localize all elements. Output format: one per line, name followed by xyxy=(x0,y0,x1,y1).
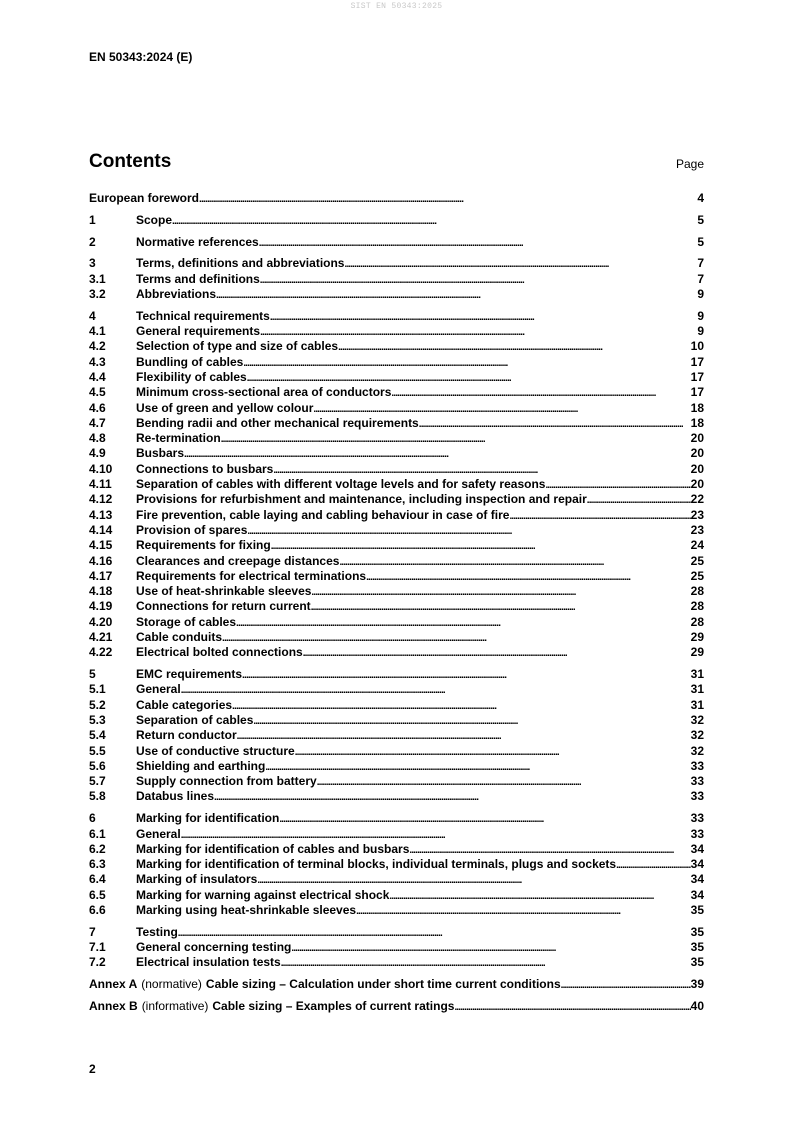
toc-leader-dots xyxy=(391,385,690,401)
toc-entry[interactable] xyxy=(89,645,704,660)
toc-entry-number: 6.3 xyxy=(89,857,106,872)
toc-entry-page: 28 xyxy=(690,614,704,629)
toc-annex-entry[interactable] xyxy=(89,977,704,992)
toc-leader-dots xyxy=(356,903,691,919)
toc-entry-page: 32 xyxy=(690,728,704,743)
toc-entry-page: 17 xyxy=(690,385,704,400)
toc-entry-title: Cable categories xyxy=(136,697,233,712)
toc-entry-page: 9 xyxy=(697,286,704,301)
toc-entry[interactable] xyxy=(89,827,704,842)
toc-entry-page: 20 xyxy=(690,446,704,461)
toc-entry-number: 3.2 xyxy=(89,286,106,301)
toc-entry-number: 7 xyxy=(89,924,96,939)
toc-entry[interactable] xyxy=(89,446,704,461)
toc-entry[interactable] xyxy=(89,682,704,697)
toc-leader-dots xyxy=(253,713,690,729)
toc-entry-number: 6.2 xyxy=(89,841,106,856)
toc-entry-page: 5 xyxy=(697,212,704,227)
toc-entry-title: Cable conduits xyxy=(136,630,223,645)
toc-entry-page: 40 xyxy=(690,999,704,1014)
toc-entry-title: Busbars xyxy=(136,446,185,461)
toc-entry-title: Terms, definitions and abbreviations xyxy=(136,256,345,271)
toc-annex-entry[interactable] xyxy=(89,999,704,1014)
toc-entry-title: General xyxy=(136,826,181,841)
toc-entry-page: 35 xyxy=(690,940,704,955)
toc-entry-title: Databus lines xyxy=(136,789,215,804)
toc-leader-dots xyxy=(247,370,691,386)
toc-annex-group xyxy=(89,999,704,1014)
toc-entry[interactable] xyxy=(89,789,704,804)
toc-leader-dots xyxy=(216,287,697,303)
toc-entry-number: 5.1 xyxy=(89,682,106,697)
annex-qualifier: (informative) xyxy=(141,999,209,1014)
toc-entry-number: 5.6 xyxy=(89,758,106,773)
toc-entry[interactable] xyxy=(89,615,704,630)
annex-label: Annex B xyxy=(89,999,138,1014)
toc-entry-page: 9 xyxy=(697,308,704,323)
toc-entry-page: 34 xyxy=(690,872,704,887)
toc-entry[interactable] xyxy=(89,272,704,287)
toc-entry-page: 18 xyxy=(690,400,704,415)
toc-entry-page: 33 xyxy=(690,758,704,773)
toc-entry-page: 33 xyxy=(690,774,704,789)
toc-entry[interactable] xyxy=(89,324,704,339)
toc-entry-title: Supply connection from battery xyxy=(136,774,317,789)
toc-leader-dots xyxy=(265,759,690,775)
toc-entry-title: European foreword xyxy=(89,191,200,205)
toc-entry-title: Return conductor xyxy=(136,728,237,743)
toc-entry-title: Storage of cables xyxy=(136,614,237,629)
toc-entry[interactable] xyxy=(89,492,704,507)
toc-entry-page: 39 xyxy=(690,977,704,992)
toc-entry-title: Requirements for fixing xyxy=(136,538,271,553)
toc-leader-dots xyxy=(232,698,691,714)
toc-entry-number: 4.16 xyxy=(89,553,113,568)
toc-entry-title: Marking of insulators xyxy=(136,872,258,887)
toc-entry-number: 5.7 xyxy=(89,774,106,789)
toc-entry-title: Connections to busbars xyxy=(136,461,274,476)
toc-leader-dots xyxy=(313,401,690,417)
toc-entry[interactable] xyxy=(89,759,704,774)
toc-entry[interactable] xyxy=(89,355,704,370)
toc-section-group xyxy=(89,309,704,661)
toc-leader-dots xyxy=(181,682,691,698)
toc-entry-title: Flexibility of cables xyxy=(136,369,247,384)
toc-entry-page: 29 xyxy=(690,630,704,645)
toc-entry-title: Minimum cross-sectional area of conductors xyxy=(136,385,392,400)
toc-entry[interactable] xyxy=(89,235,704,250)
toc-section-group xyxy=(89,667,704,805)
toc-entry-number: 4.11 xyxy=(89,477,112,492)
toc-section-group xyxy=(89,235,704,250)
toc-leader-dots xyxy=(260,324,697,340)
toc-entry-number: 5.8 xyxy=(89,789,106,804)
toc-section-group xyxy=(89,191,704,206)
toc-leader-dots xyxy=(545,477,690,493)
toc-entry-title: Use of conductive structure xyxy=(136,743,295,758)
toc-entry-page: 31 xyxy=(690,667,704,682)
toc-entry-number: 4.22 xyxy=(89,645,113,660)
toc-entry-page: 35 xyxy=(690,955,704,970)
toc-entry-page: 32 xyxy=(690,743,704,758)
toc-entry-number: 4.14 xyxy=(89,522,113,537)
toc-leader-dots xyxy=(243,355,690,371)
toc-entry[interactable] xyxy=(89,309,704,324)
toc-entry-page: 7 xyxy=(697,256,704,271)
table-of-contents xyxy=(89,191,704,1021)
toc-entry-title: Testing xyxy=(136,924,178,939)
toc-entry-page: 18 xyxy=(690,415,704,430)
toc-entry-title: Requirements for electrical terminations xyxy=(136,568,367,583)
document-id: EN 50343:2024 (E) xyxy=(89,50,193,64)
toc-entry-title: Electrical insulation tests xyxy=(136,955,281,970)
toc-entry-number: 7.2 xyxy=(89,955,106,970)
annex-title: Cable sizing – Examples of current ratings xyxy=(212,999,455,1014)
toc-entry-title: Technical requirements xyxy=(136,308,270,323)
toc-entry[interactable] xyxy=(89,857,704,872)
page-number: 2 xyxy=(89,1062,96,1076)
toc-leader-dots xyxy=(419,416,691,432)
toc-leader-dots xyxy=(222,630,691,646)
toc-entry-title: Separation of cables xyxy=(136,713,254,727)
toc-entry-title: Marking for warning against electrical shock xyxy=(136,887,390,902)
toc-entry-number: 4.13 xyxy=(89,507,113,522)
toc-entry-title: Shielding and earthing xyxy=(136,758,266,773)
toc-entry-page: 5 xyxy=(697,234,704,249)
toc-entry[interactable] xyxy=(89,462,704,477)
toc-entry-title: Re-termination xyxy=(136,431,221,446)
toc-entry[interactable] xyxy=(89,728,704,743)
toc-entry-title: Marking using heat-shrinkable sleeves xyxy=(136,903,357,918)
toc-entry-page: 33 xyxy=(690,826,704,841)
toc-entry-title: Provisions for refurbishment and maintenance, including inspection and repair xyxy=(136,492,587,507)
toc-entry[interactable] xyxy=(89,774,704,789)
toc-leader-dots xyxy=(291,940,690,956)
toc-entry-number: 4.18 xyxy=(89,584,113,599)
toc-entry-number: 4.19 xyxy=(89,599,113,614)
toc-leader-dots xyxy=(311,584,690,600)
annex-label: Annex A xyxy=(89,977,138,992)
toc-entry-page: 34 xyxy=(690,841,704,856)
contents-heading: Contents xyxy=(89,151,172,172)
toc-entry-title: Marking for identification xyxy=(136,811,280,826)
toc-entry-title: Marking for identification of terminal blocks, individual terminals, plugs and sockets xyxy=(136,857,617,872)
toc-section-group xyxy=(89,213,704,228)
toc-entry-title: Fire prevention, cable laying and cabling behaviour in case of fire xyxy=(136,507,510,522)
toc-entry-page: 7 xyxy=(697,271,704,286)
toc-entry[interactable] xyxy=(89,744,704,759)
toc-entry-title: Terms and definitions xyxy=(136,271,260,286)
toc-leader-dots xyxy=(221,431,691,447)
toc-entry-title: Use of heat-shrinkable sleeves xyxy=(136,584,312,599)
toc-entry-page: 23 xyxy=(690,507,704,522)
toc-leader-dots xyxy=(587,492,691,508)
toc-entry[interactable] xyxy=(89,256,704,271)
toc-entry-number: 4.12 xyxy=(89,492,113,507)
toc-entry-number: 5.3 xyxy=(89,713,106,727)
toc-entry-number: 4.6 xyxy=(89,400,106,415)
toc-leader-dots xyxy=(259,235,698,251)
toc-entry-page: 20 xyxy=(690,477,704,492)
toc-entry-page: 28 xyxy=(690,599,704,614)
toc-entry-title: General requirements xyxy=(136,324,261,339)
toc-entry-number: 3.1 xyxy=(89,271,106,286)
toc-entry-title: Bending radii and other mechanical requirements xyxy=(136,415,419,430)
toc-leader-dots xyxy=(454,999,690,1015)
toc-entry[interactable] xyxy=(89,569,704,584)
toc-entry-page: 29 xyxy=(690,645,704,660)
toc-entry-number: 4.15 xyxy=(89,538,113,553)
toc-leader-dots xyxy=(178,925,691,941)
toc-leader-dots xyxy=(181,827,691,843)
toc-entry-number: 1 xyxy=(89,212,96,227)
toc-entry[interactable] xyxy=(89,925,704,940)
annex-title: Cable sizing – Calculation under short time current conditions xyxy=(205,977,561,992)
toc-entry[interactable] xyxy=(89,431,704,446)
toc-leader-dots xyxy=(616,857,691,873)
toc-entry-title: EMC requirements xyxy=(136,667,243,682)
toc-entry[interactable] xyxy=(89,538,704,553)
toc-leader-dots xyxy=(271,538,691,554)
toc-leader-dots xyxy=(257,872,690,888)
toc-section-group xyxy=(89,925,704,971)
toc-entry-page: 35 xyxy=(690,903,704,918)
toc-entry-page: 35 xyxy=(690,924,704,939)
toc-entry[interactable] xyxy=(89,955,704,970)
toc-entry-number: 2 xyxy=(89,234,96,249)
toc-entry[interactable] xyxy=(89,508,704,523)
toc-entry-number: 4.7 xyxy=(89,415,106,430)
toc-entry-page: 10 xyxy=(690,339,704,354)
toc-leader-dots xyxy=(281,955,691,971)
toc-entry-page: 33 xyxy=(690,811,704,826)
toc-entry-number: 6 xyxy=(89,811,96,826)
toc-entry[interactable] xyxy=(89,554,704,569)
toc-entry[interactable] xyxy=(89,713,704,728)
toc-entry-number: 5.5 xyxy=(89,743,106,758)
toc-entry-number: 6.5 xyxy=(89,887,106,902)
toc-entry-page: 9 xyxy=(697,324,704,339)
toc-entry[interactable] xyxy=(89,842,704,857)
toc-entry-number: 4.20 xyxy=(89,614,113,629)
toc-entry-page: 25 xyxy=(690,568,704,583)
toc-entry-page: 34 xyxy=(690,887,704,902)
toc-entry-number: 4.2 xyxy=(89,339,106,354)
toc-entry-title: Electrical bolted connections xyxy=(136,645,303,660)
toc-entry-page: 17 xyxy=(690,369,704,384)
toc-entry[interactable] xyxy=(89,630,704,645)
toc-entry-title: Scope xyxy=(136,212,173,227)
toc-leader-dots xyxy=(214,789,691,805)
toc-entry-number: 5 xyxy=(89,667,96,682)
toc-entry-title: Bundling of cables xyxy=(136,354,244,369)
toc-entry[interactable] xyxy=(89,667,704,682)
toc-entry[interactable] xyxy=(89,213,704,228)
toc-entry-page: 32 xyxy=(690,713,704,727)
toc-leader-dots xyxy=(237,728,691,744)
toc-entry[interactable] xyxy=(89,416,704,431)
toc-entry[interactable] xyxy=(89,903,704,918)
annex-qualifier: (normative) xyxy=(141,977,202,992)
toc-leader-dots xyxy=(303,645,691,661)
toc-entry-number: 4.8 xyxy=(89,431,106,446)
toc-entry[interactable] xyxy=(89,477,704,492)
toc-entry-title: Use of green and yellow colour xyxy=(136,400,314,415)
toc-entry[interactable] xyxy=(89,370,704,385)
toc-entry-page: 20 xyxy=(690,431,704,446)
toc-entry-page: 34 xyxy=(690,857,704,872)
toc-entry-number: 4.3 xyxy=(89,354,106,369)
toc-entry-number: 5.2 xyxy=(89,697,106,712)
toc-entry-number: 4.9 xyxy=(89,446,106,461)
toc-entry[interactable] xyxy=(89,888,704,903)
toc-leader-dots xyxy=(344,256,697,272)
toc-entry-number: 4.17 xyxy=(89,568,113,583)
toc-leader-dots xyxy=(366,569,691,585)
toc-entry[interactable] xyxy=(89,401,704,416)
toc-leader-dots xyxy=(279,811,690,827)
toc-leader-dots xyxy=(338,339,691,355)
toc-entry-title: Selection of type and size of cables xyxy=(136,339,339,354)
toc-leader-dots xyxy=(242,667,691,683)
toc-entry-page: 22 xyxy=(690,492,704,507)
toc-entry[interactable] xyxy=(89,385,704,400)
toc-entry[interactable] xyxy=(89,287,704,302)
toc-entry[interactable] xyxy=(89,811,704,826)
toc-entry-number: 6.1 xyxy=(89,826,106,841)
toc-section-group xyxy=(89,256,704,302)
toc-section-group xyxy=(89,811,704,918)
toc-entry-page: 28 xyxy=(690,584,704,599)
toc-entry[interactable] xyxy=(89,599,704,614)
toc-annex-group xyxy=(89,977,704,992)
toc-entry-title: Normative references xyxy=(136,234,259,249)
toc-leader-dots xyxy=(184,446,691,462)
toc-leader-dots xyxy=(389,888,690,904)
toc-entry-title: Provision of spares xyxy=(136,522,248,537)
toc-entry[interactable] xyxy=(89,339,704,354)
toc-entry-page: 4 xyxy=(697,191,704,205)
toc-entry-number: 6.4 xyxy=(89,872,106,887)
toc-leader-dots xyxy=(270,309,697,325)
toc-leader-dots xyxy=(311,599,691,615)
toc-leader-dots xyxy=(273,462,690,478)
toc-entry-title: Connections for return current xyxy=(136,599,311,614)
toc-entry-title: Marking for identification of cables and busbars xyxy=(136,841,410,856)
toc-leader-dots xyxy=(295,744,691,760)
toc-leader-dots xyxy=(172,213,697,229)
toc-entry-title: General xyxy=(136,682,181,697)
toc-entry-page: 20 xyxy=(690,461,704,476)
watermark: SIST EN 50343:2025 xyxy=(350,2,443,11)
toc-entry-title: General concerning testing xyxy=(136,940,292,955)
toc-entry-number: 5.4 xyxy=(89,728,106,743)
toc-entry-number: 4.21 xyxy=(89,630,113,645)
toc-entry-number: 4.1 xyxy=(89,324,106,339)
toc-entry-page: 31 xyxy=(690,697,704,712)
page-column-label: Page xyxy=(675,157,704,171)
toc-leader-dots xyxy=(339,554,690,570)
toc-entry-title: Abbreviations xyxy=(136,286,217,301)
toc-leader-dots xyxy=(236,615,691,631)
toc-entry[interactable] xyxy=(89,940,704,955)
toc-entry-number: 7.1 xyxy=(89,940,106,955)
toc-entry[interactable] xyxy=(89,584,704,599)
toc-entry-title: Separation of cables with different voltage levels and for safety reasons xyxy=(136,477,546,492)
toc-entry-number: 4.10 xyxy=(89,461,113,476)
toc-entry[interactable] xyxy=(89,698,704,713)
toc-entry-number: 4.4 xyxy=(89,369,106,384)
toc-entry-page: 24 xyxy=(690,538,704,553)
toc-entry-number: 6.6 xyxy=(89,903,106,918)
toc-leader-dots xyxy=(561,977,691,993)
toc-entry[interactable] xyxy=(89,191,704,206)
toc-entry-number: 3 xyxy=(89,256,96,271)
toc-leader-dots xyxy=(317,774,691,790)
toc-leader-dots xyxy=(199,191,697,207)
toc-entry-page: 17 xyxy=(690,354,704,369)
toc-entry[interactable] xyxy=(89,523,704,538)
toc-entry-page: 25 xyxy=(690,553,704,568)
toc-entry-number: 4.5 xyxy=(89,385,106,400)
toc-entry-number: 4 xyxy=(89,308,96,323)
toc-entry-page: 33 xyxy=(690,789,704,804)
toc-entry[interactable] xyxy=(89,872,704,887)
toc-leader-dots xyxy=(260,272,698,288)
toc-entry-title: Clearances and creepage distances xyxy=(136,553,340,568)
toc-entry-page: 31 xyxy=(690,682,704,697)
toc-leader-dots xyxy=(247,523,690,539)
toc-entry-page: 23 xyxy=(690,522,704,537)
toc-leader-dots xyxy=(509,508,690,524)
toc-leader-dots xyxy=(409,842,690,858)
